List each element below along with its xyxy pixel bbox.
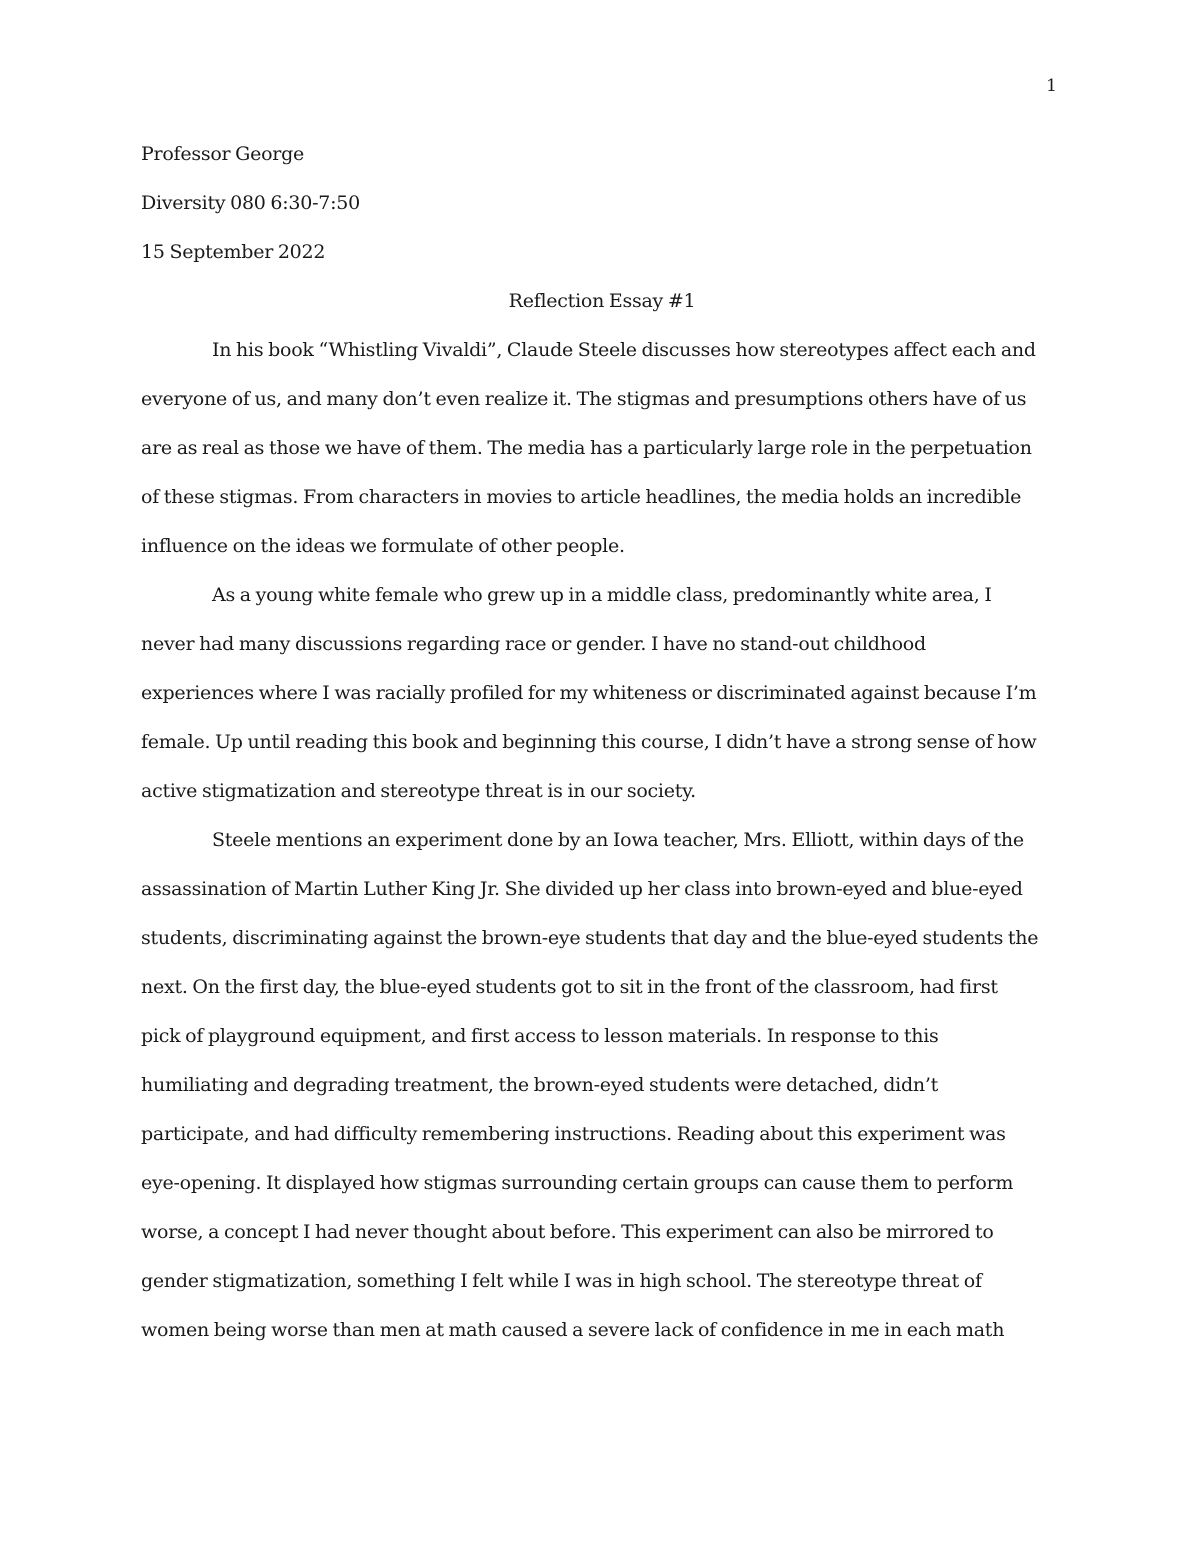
text-line: In his book “Whistling Vivaldi”, Claude Steele discusses how stereotypes affect each and [212, 339, 1036, 361]
text-line: next. On the first day, the blue-eyed students got to sit in the front of the classroom, had first [141, 976, 998, 998]
text-line: As a young white female who grew up in a middle class, predominantly white area, I [212, 584, 992, 606]
text-line: gender stigmatization, something I felt while I was in high school. The stereotype threat of [141, 1270, 982, 1292]
text-line: participate, and had difficulty remembering instructions. Reading about this experiment was [141, 1123, 1006, 1145]
essay-title: Reflection Essay #1 [508, 290, 696, 312]
professor-name: Professor George [141, 143, 304, 165]
text-line: never had many discussions regarding race or gender. I have no stand-out childhood [141, 633, 926, 655]
paragraph-2 [141, 571, 1063, 816]
page-number: 1 [1046, 76, 1057, 96]
text-line: experiences where I was racially profiled for my whiteness or discriminated against because I’m [141, 682, 1037, 704]
text-line: students, discriminating against the brown-eye students that day and the blue-eyed students the [141, 927, 1039, 949]
text-line: everyone of us, and many don’t even realize it. The stigmas and presumptions others have of us [141, 388, 1027, 410]
text-line: active stigmatization and stereotype threat is in our society. [141, 780, 696, 802]
essay-date: 15 September 2022 [141, 241, 326, 263]
text-line: Steele mentions an experiment done by an Iowa teacher, Mrs. Elliott, within days of the [212, 829, 1024, 851]
text-line: pick of playground equipment, and first access to lesson materials. In response to this [141, 1025, 939, 1047]
text-line: assassination of Martin Luther King Jr. She divided up her class into brown-eyed and blue-eyed [141, 878, 1023, 900]
text-line: of these stigmas. From characters in movies to article headlines, the media holds an incredible [141, 486, 1022, 508]
paragraph-3 [141, 816, 1063, 1355]
text-line: female. Up until reading this book and beginning this course, I didn’t have a strong sense of how [141, 731, 1037, 753]
text-line: women being worse than men at math caused a severe lack of confidence in me in each math [141, 1319, 1005, 1341]
text-line: eye-opening. It displayed how stigmas surrounding certain groups can cause them to perform [141, 1172, 1014, 1194]
text-line: humiliating and degrading treatment, the brown-eyed students were detached, didn’t [141, 1074, 939, 1096]
text-line: worse, a concept I had never thought about before. This experiment can also be mirrored to [141, 1221, 994, 1243]
text-line: are as real as those we have of them. The media has a particularly large role in the perpetuation [141, 437, 1032, 459]
text-line: influence on the ideas we formulate of other people. [141, 535, 625, 557]
course-info: Diversity 080 6:30-7:50 [141, 192, 360, 214]
paragraph-1 [141, 326, 1063, 571]
essay-body [141, 130, 1063, 1355]
